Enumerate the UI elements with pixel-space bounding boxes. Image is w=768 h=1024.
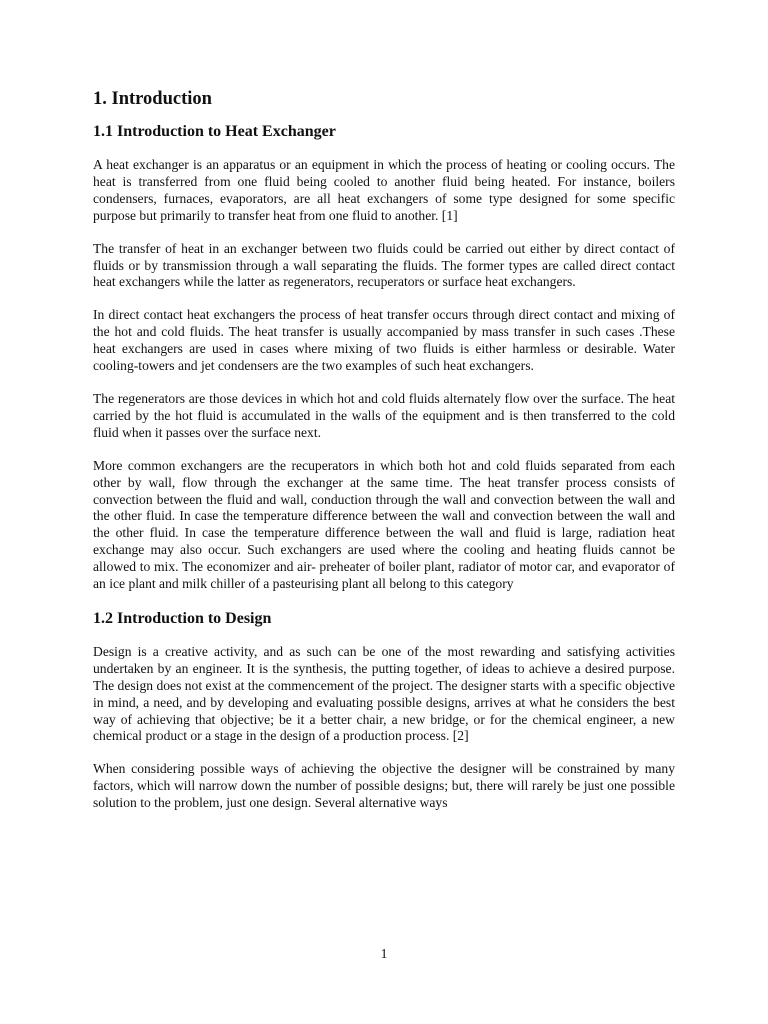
- page-number: 1: [380, 946, 388, 961]
- paragraph: In direct contact heat exchangers the process of heat transfer occurs through direct contact and mixing of the hot and cold fluids. The heat transfer is usually accompanied by mass transfer in such cases .These heat exchangers are used in cases where mixing of two fluids is either harmless or desirable. Water cooling-towers and jet condensers are the two examples of such heat exchangers.: [93, 307, 675, 374]
- paragraph: A heat exchanger is an apparatus or an equipment in which the process of heating or cooling occurs. The heat is transferred from one fluid being cooled to another fluid being heated. For instance, boilers condensers, furnaces, evaporators, are all heat exchangers of some type designed for some specific purpose but primarily to transfer heat from one fluid to another. [1]: [93, 157, 675, 223]
- paragraph: More common exchangers are the recuperators in which both hot and cold fluids separated from each other by wall, flow through the exchanger at the same time. The heat transfer process consists of convection between the fluid and wall, conduction through the wall and convection between the wall and the other fluid. In case the temperature difference between the wall and convection between the wall and the other fluid. In case the temperature difference between the wall and fluid is large, radiation heat exchange may also occur. Such exchangers are used where the cooling and heating fluids cannot be allowed to mix. The economizer and air- preheater of boiler plant, radiator of motor car, and evaporator of an ice plant and milk chiller of a pasteurising plant all belong to this category: [93, 457, 675, 592]
- paragraph: The regenerators are those devices in which hot and cold fluids alternately flow over the surface. The heat carried by the hot fluid is accumulated in the walls of the equipment and is then transferred to the cold fluid when it passes over the surface next.: [93, 390, 675, 440]
- document-page: [93, 88, 675, 828]
- paragraph: When considering possible ways of achieving the objective the designer will be constrained by many factors, which will narrow down the number of possible designs; but, there will rarely be just one possible solution to the problem, just one design. Several alternative ways: [93, 761, 675, 811]
- paragraph: Design is a creative activity, and as such can be one of the most rewarding and satisfying activities undertaken by an engineer. It is the synthesis, the putting together, of ideas to achieve a desired purpose. The design does not exist at the commencement of the project. The designer starts with a specific objective in mind, a need, and by developing and evaluating possible designs, arrives at what he considers the best way of achieving that objective; be it a better chair, a new bridge, or for the chemical engineer, a new chemical product or a stage in the design of a production process. [2]: [93, 643, 675, 744]
- chapter-title: 1. Introduction: [93, 89, 212, 109]
- section-heading-design: 1.2 Introduction to Design: [93, 609, 272, 627]
- paragraph: The transfer of heat in an exchanger between two fluids could be carried out either by direct contact of fluids or by transmission through a wall separating the fluids. The former types are called direct contact heat exchangers while the latter as regenerators, recuperators or surface heat exchangers.: [93, 240, 675, 290]
- section-heading-heat-exchanger: 1.1 Introduction to Heat Exchanger: [93, 123, 336, 140]
